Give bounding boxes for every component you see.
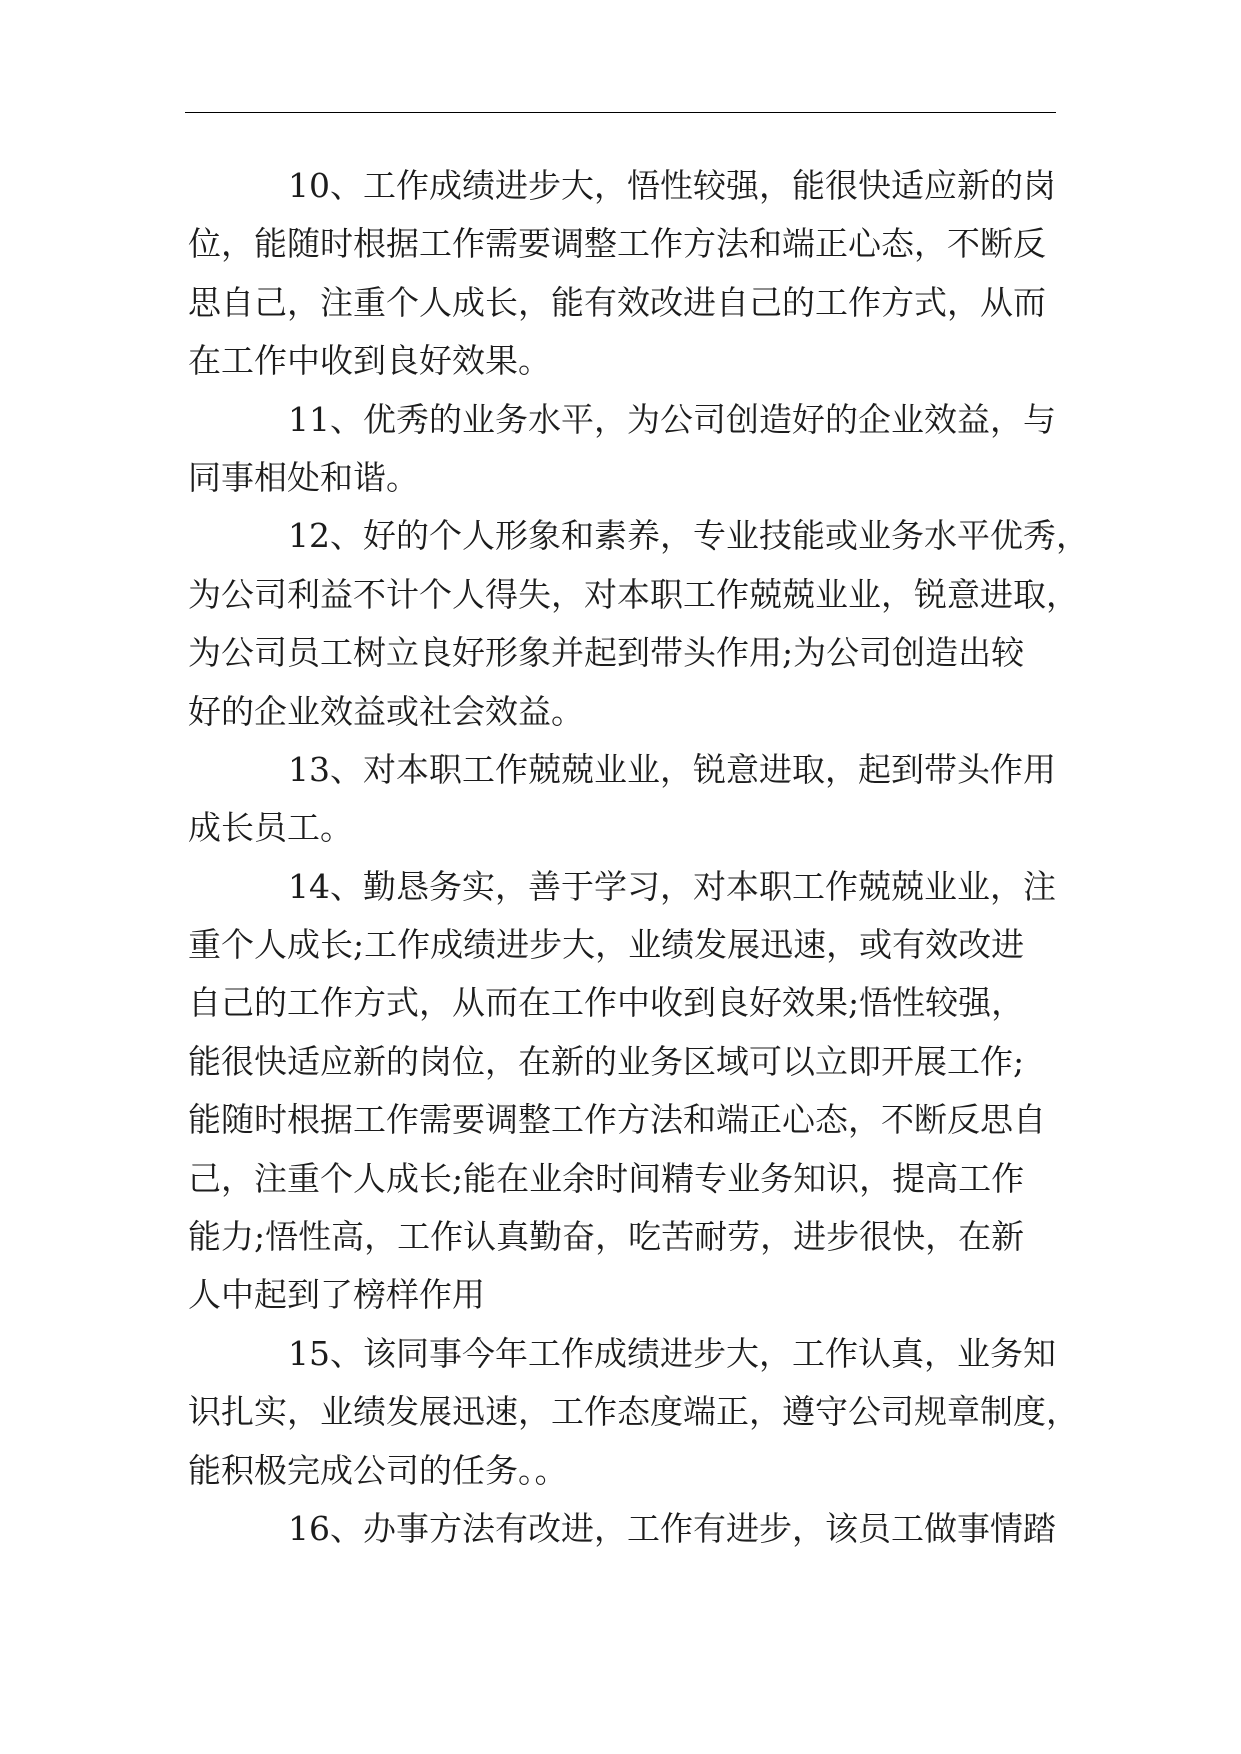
paragraph-line: 成长员工。 [188,808,353,848]
header-rule [185,112,1056,113]
paragraph-line: 己，注重个人成长;能在业余时间精专业务知识，提高工作 [188,1158,1025,1198]
paragraph-line: 为公司员工树立良好形象并起到带头作用;为公司创造出较 [188,633,1025,673]
paragraph-line: 为公司利益不计个人得失，对本职工作兢兢业业，锐意进取， [188,574,1079,614]
paragraph-line: 能积极完成公司的任务。。 [188,1450,568,1490]
paragraph-first-line: 14、勤恳务实，善于学习，对本职工作兢兢业业，注 [288,866,1056,906]
paragraph-line: 好的企业效益或社会效益。 [188,691,584,731]
paragraph-line: 重个人成长;工作成绩进步大，业绩发展迅速，或有效改进 [188,925,1025,965]
document-body [188,157,1088,1558]
paragraph-line: 思自己，注重个人成长，能有效改进自己的工作方式，从而 [188,282,1046,322]
paragraph-line: 能力;悟性高，工作认真勤奋，吃苦耐劳，进步很快，在新 [188,1217,1025,1257]
paragraph-first-line: 16、办事方法有改进，工作有进步，该员工做事情踏 [288,1508,1056,1548]
paragraph-first-line: 10、工作成绩进步大，悟性较强，能很快适应新的岗 [288,166,1056,205]
paragraph-line: 同事相处和谐。 [188,457,419,497]
paragraph-first-line: 13、对本职工作兢兢业业，锐意进取，起到带头作用 [288,749,1056,789]
paragraph-line: 能很快适应新的岗位，在新的业务区域可以立即开展工作; [188,1041,1025,1081]
paragraph-line: 能随时根据工作需要调整工作方法和端正心态，不断反思自 [188,1100,1046,1140]
paragraph-line: 识扎实，业绩发展迅速，工作态度端正，遵守公司规章制度， [188,1392,1079,1432]
paragraph-line: 人中起到了榜样作用 [188,1275,485,1315]
paragraph-first-line: 11、优秀的业务水平，为公司创造好的企业效益，与 [288,399,1056,439]
paragraph-first-line: 15、该同事今年工作成绩进步大，工作认真，业务知 [288,1333,1056,1373]
paragraph-line: 在工作中收到良好效果。 [188,341,551,381]
paragraph-line: 位，能随时根据工作需要调整工作方法和端正心态，不断反 [188,224,1046,264]
paragraph-line: 自己的工作方式，从而在工作中收到良好效果;悟性较强， [188,983,1025,1023]
paragraph-first-line: 12、好的个人形象和素养，专业技能或业务水平优秀， [288,516,1089,556]
